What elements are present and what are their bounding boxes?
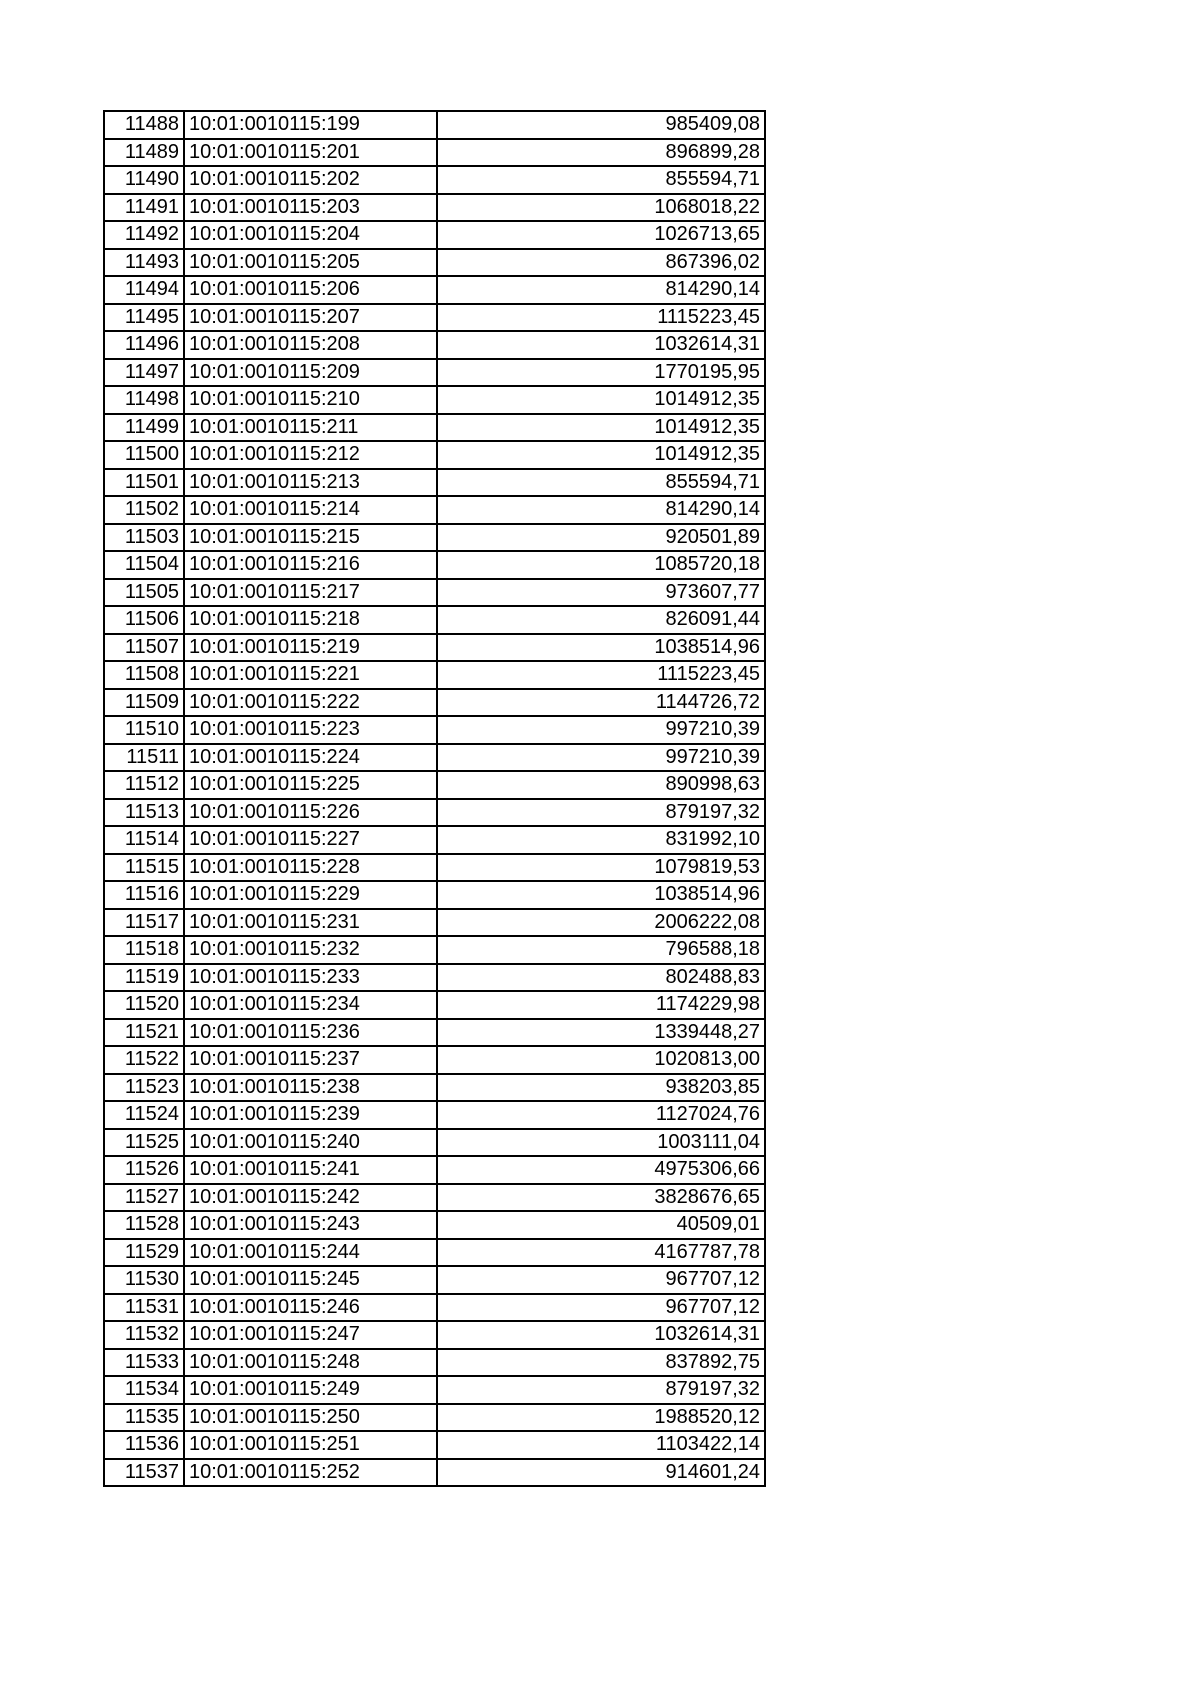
cadastral-number-cell: 10:01:0010115:205 — [184, 249, 437, 277]
table-row — [104, 1239, 765, 1267]
value-cell: 973607,77 — [437, 579, 765, 607]
table-row — [104, 331, 765, 359]
cadastral-number-cell: 10:01:0010115:231 — [184, 909, 437, 937]
table-row — [104, 1321, 765, 1349]
table-row — [104, 1294, 765, 1322]
row-number-cell: 11495 — [104, 304, 184, 332]
value-cell: 1770195,95 — [437, 359, 765, 387]
value-cell: 938203,85 — [437, 1074, 765, 1102]
cadastral-number-cell: 10:01:0010115:213 — [184, 469, 437, 497]
row-number-cell: 11508 — [104, 661, 184, 689]
table-row — [104, 744, 765, 772]
cadastral-number-cell: 10:01:0010115:214 — [184, 496, 437, 524]
value-cell: 867396,02 — [437, 249, 765, 277]
row-number-cell: 11503 — [104, 524, 184, 552]
value-cell: 1174229,98 — [437, 991, 765, 1019]
cadastral-number-cell: 10:01:0010115:237 — [184, 1046, 437, 1074]
value-cell: 967707,12 — [437, 1266, 765, 1294]
cadastral-number-cell: 10:01:0010115:246 — [184, 1294, 437, 1322]
value-cell: 831992,10 — [437, 826, 765, 854]
row-number-cell: 11493 — [104, 249, 184, 277]
row-number-cell: 11507 — [104, 634, 184, 662]
cadastral-number-cell: 10:01:0010115:218 — [184, 606, 437, 634]
cadastral-number-cell: 10:01:0010115:208 — [184, 331, 437, 359]
value-cell: 967707,12 — [437, 1294, 765, 1322]
value-cell: 1038514,96 — [437, 881, 765, 909]
row-number-cell: 11501 — [104, 469, 184, 497]
cadastral-number-cell: 10:01:0010115:250 — [184, 1404, 437, 1432]
cadastral-number-cell: 10:01:0010115:212 — [184, 441, 437, 469]
table-row — [104, 276, 765, 304]
table-row — [104, 661, 765, 689]
value-cell: 1032614,31 — [437, 331, 765, 359]
value-cell: 40509,01 — [437, 1211, 765, 1239]
value-cell: 1115223,45 — [437, 304, 765, 332]
cadastral-number-cell: 10:01:0010115:247 — [184, 1321, 437, 1349]
value-cell: 837892,75 — [437, 1349, 765, 1377]
cadastral-number-cell: 10:01:0010115:234 — [184, 991, 437, 1019]
cadastral-number-cell: 10:01:0010115:241 — [184, 1156, 437, 1184]
cadastral-number-cell: 10:01:0010115:209 — [184, 359, 437, 387]
value-cell: 1339448,27 — [437, 1019, 765, 1047]
cadastral-number-cell: 10:01:0010115:206 — [184, 276, 437, 304]
table-row — [104, 551, 765, 579]
cadastral-number-cell: 10:01:0010115:207 — [184, 304, 437, 332]
row-number-cell: 11490 — [104, 166, 184, 194]
table-row — [104, 249, 765, 277]
value-cell: 1144726,72 — [437, 689, 765, 717]
row-number-cell: 11535 — [104, 1404, 184, 1432]
value-cell: 1032614,31 — [437, 1321, 765, 1349]
value-cell: 1068018,22 — [437, 194, 765, 222]
table-row — [104, 716, 765, 744]
value-cell: 890998,63 — [437, 771, 765, 799]
row-number-cell: 11525 — [104, 1129, 184, 1157]
value-cell: 1014912,35 — [437, 414, 765, 442]
table-row — [104, 606, 765, 634]
row-number-cell: 11534 — [104, 1376, 184, 1404]
value-cell: 985409,08 — [437, 111, 765, 139]
cadastral-number-cell: 10:01:0010115:219 — [184, 634, 437, 662]
cadastral-number-cell: 10:01:0010115:232 — [184, 936, 437, 964]
cadastral-number-cell: 10:01:0010115:215 — [184, 524, 437, 552]
cadastral-number-cell: 10:01:0010115:228 — [184, 854, 437, 882]
cadastral-number-cell: 10:01:0010115:223 — [184, 716, 437, 744]
row-number-cell: 11498 — [104, 386, 184, 414]
table-row — [104, 166, 765, 194]
value-cell: 1038514,96 — [437, 634, 765, 662]
cadastral-number-cell: 10:01:0010115:242 — [184, 1184, 437, 1212]
cadastral-number-cell: 10:01:0010115:211 — [184, 414, 437, 442]
row-number-cell: 11499 — [104, 414, 184, 442]
cadastral-number-cell: 10:01:0010115:221 — [184, 661, 437, 689]
table-row — [104, 139, 765, 167]
table-row — [104, 991, 765, 1019]
cadastral-number-cell: 10:01:0010115:199 — [184, 111, 437, 139]
cadastral-number-cell: 10:01:0010115:239 — [184, 1101, 437, 1129]
value-cell: 1003111,04 — [437, 1129, 765, 1157]
value-cell: 1014912,35 — [437, 386, 765, 414]
table-row — [104, 1129, 765, 1157]
row-number-cell: 11521 — [104, 1019, 184, 1047]
row-number-cell: 11516 — [104, 881, 184, 909]
cadastral-number-cell: 10:01:0010115:201 — [184, 139, 437, 167]
row-number-cell: 11500 — [104, 441, 184, 469]
value-cell: 826091,44 — [437, 606, 765, 634]
table-row — [104, 1266, 765, 1294]
row-number-cell: 11509 — [104, 689, 184, 717]
value-cell: 3828676,65 — [437, 1184, 765, 1212]
row-number-cell: 11492 — [104, 221, 184, 249]
row-number-cell: 11531 — [104, 1294, 184, 1322]
value-cell: 1115223,45 — [437, 661, 765, 689]
table-row — [104, 441, 765, 469]
table-row — [104, 1019, 765, 1047]
table-row — [104, 1404, 765, 1432]
row-number-cell: 11514 — [104, 826, 184, 854]
value-cell: 1014912,35 — [437, 441, 765, 469]
cadastral-number-cell: 10:01:0010115:222 — [184, 689, 437, 717]
value-cell: 1085720,18 — [437, 551, 765, 579]
table-row — [104, 689, 765, 717]
table-row — [104, 111, 765, 139]
value-cell: 920501,89 — [437, 524, 765, 552]
value-cell: 2006222,08 — [437, 909, 765, 937]
row-number-cell: 11528 — [104, 1211, 184, 1239]
row-number-cell: 11504 — [104, 551, 184, 579]
table-row — [104, 1046, 765, 1074]
value-cell: 1026713,65 — [437, 221, 765, 249]
table-row — [104, 936, 765, 964]
table-body — [104, 111, 765, 1486]
cadastral-number-cell: 10:01:0010115:233 — [184, 964, 437, 992]
row-number-cell: 11506 — [104, 606, 184, 634]
table-row — [104, 854, 765, 882]
table-row — [104, 579, 765, 607]
row-number-cell: 11530 — [104, 1266, 184, 1294]
value-cell: 796588,18 — [437, 936, 765, 964]
value-cell: 879197,32 — [437, 1376, 765, 1404]
row-number-cell: 11505 — [104, 579, 184, 607]
row-number-cell: 11520 — [104, 991, 184, 1019]
table-row — [104, 1459, 765, 1487]
row-number-cell: 11511 — [104, 744, 184, 772]
row-number-cell: 11519 — [104, 964, 184, 992]
row-number-cell: 11526 — [104, 1156, 184, 1184]
table-row — [104, 826, 765, 854]
table-row — [104, 1156, 765, 1184]
row-number-cell: 11488 — [104, 111, 184, 139]
row-number-cell: 11491 — [104, 194, 184, 222]
row-number-cell: 11496 — [104, 331, 184, 359]
value-cell: 896899,28 — [437, 139, 765, 167]
table-row — [104, 1074, 765, 1102]
table-row — [104, 1349, 765, 1377]
table-row — [104, 469, 765, 497]
value-cell: 997210,39 — [437, 744, 765, 772]
value-cell: 814290,14 — [437, 276, 765, 304]
cadastral-number-cell: 10:01:0010115:243 — [184, 1211, 437, 1239]
cadastral-number-cell: 10:01:0010115:202 — [184, 166, 437, 194]
value-cell: 1127024,76 — [437, 1101, 765, 1129]
row-number-cell: 11529 — [104, 1239, 184, 1267]
value-cell: 4167787,78 — [437, 1239, 765, 1267]
cadastral-number-cell: 10:01:0010115:245 — [184, 1266, 437, 1294]
row-number-cell: 11512 — [104, 771, 184, 799]
row-number-cell: 11518 — [104, 936, 184, 964]
table-row — [104, 909, 765, 937]
cadastral-number-cell: 10:01:0010115:238 — [184, 1074, 437, 1102]
cadastral-number-cell: 10:01:0010115:225 — [184, 771, 437, 799]
cadastral-number-cell: 10:01:0010115:217 — [184, 579, 437, 607]
row-number-cell: 11522 — [104, 1046, 184, 1074]
cadastral-number-cell: 10:01:0010115:203 — [184, 194, 437, 222]
cadastral-number-cell: 10:01:0010115:204 — [184, 221, 437, 249]
table-row — [104, 1376, 765, 1404]
row-number-cell: 11502 — [104, 496, 184, 524]
cadastral-number-cell: 10:01:0010115:249 — [184, 1376, 437, 1404]
table-row — [104, 634, 765, 662]
row-number-cell: 11497 — [104, 359, 184, 387]
table-row — [104, 1211, 765, 1239]
row-number-cell: 11533 — [104, 1349, 184, 1377]
table-row — [104, 414, 765, 442]
value-cell: 1103422,14 — [437, 1431, 765, 1459]
row-number-cell: 11513 — [104, 799, 184, 827]
cadastral-number-cell: 10:01:0010115:236 — [184, 1019, 437, 1047]
value-cell: 802488,83 — [437, 964, 765, 992]
table-row — [104, 304, 765, 332]
table-row — [104, 1184, 765, 1212]
value-cell: 997210,39 — [437, 716, 765, 744]
table-row — [104, 496, 765, 524]
value-cell: 814290,14 — [437, 496, 765, 524]
cadastral-number-cell: 10:01:0010115:226 — [184, 799, 437, 827]
row-number-cell: 11532 — [104, 1321, 184, 1349]
cadastral-number-cell: 10:01:0010115:240 — [184, 1129, 437, 1157]
cadastral-number-cell: 10:01:0010115:224 — [184, 744, 437, 772]
row-number-cell: 11536 — [104, 1431, 184, 1459]
cadastral-number-cell: 10:01:0010115:227 — [184, 826, 437, 854]
table-row — [104, 386, 765, 414]
row-number-cell: 11517 — [104, 909, 184, 937]
cadastral-number-cell: 10:01:0010115:251 — [184, 1431, 437, 1459]
value-cell: 914601,24 — [437, 1459, 765, 1487]
row-number-cell: 11515 — [104, 854, 184, 882]
row-number-cell: 11510 — [104, 716, 184, 744]
row-number-cell: 11523 — [104, 1074, 184, 1102]
row-number-cell: 11494 — [104, 276, 184, 304]
table-row — [104, 1101, 765, 1129]
cadastral-number-cell: 10:01:0010115:244 — [184, 1239, 437, 1267]
value-cell: 1020813,00 — [437, 1046, 765, 1074]
cadastral-number-cell: 10:01:0010115:216 — [184, 551, 437, 579]
cadastral-number-cell: 10:01:0010115:229 — [184, 881, 437, 909]
value-cell: 855594,71 — [437, 166, 765, 194]
table-row — [104, 771, 765, 799]
row-number-cell: 11489 — [104, 139, 184, 167]
cadastral-number-cell: 10:01:0010115:248 — [184, 1349, 437, 1377]
value-cell: 4975306,66 — [437, 1156, 765, 1184]
cadastral-number-cell: 10:01:0010115:210 — [184, 386, 437, 414]
row-number-cell: 11527 — [104, 1184, 184, 1212]
table-row — [104, 799, 765, 827]
table-row — [104, 881, 765, 909]
row-number-cell: 11537 — [104, 1459, 184, 1487]
table-row — [104, 221, 765, 249]
value-cell: 855594,71 — [437, 469, 765, 497]
value-cell: 1079819,53 — [437, 854, 765, 882]
table-row — [104, 524, 765, 552]
value-cell: 1988520,12 — [437, 1404, 765, 1432]
value-cell: 879197,32 — [437, 799, 765, 827]
table-row — [104, 1431, 765, 1459]
row-number-cell: 11524 — [104, 1101, 184, 1129]
cadastral-value-table — [103, 110, 766, 1487]
table-row — [104, 964, 765, 992]
cadastral-number-cell: 10:01:0010115:252 — [184, 1459, 437, 1487]
table-row — [104, 359, 765, 387]
table-row — [104, 194, 765, 222]
